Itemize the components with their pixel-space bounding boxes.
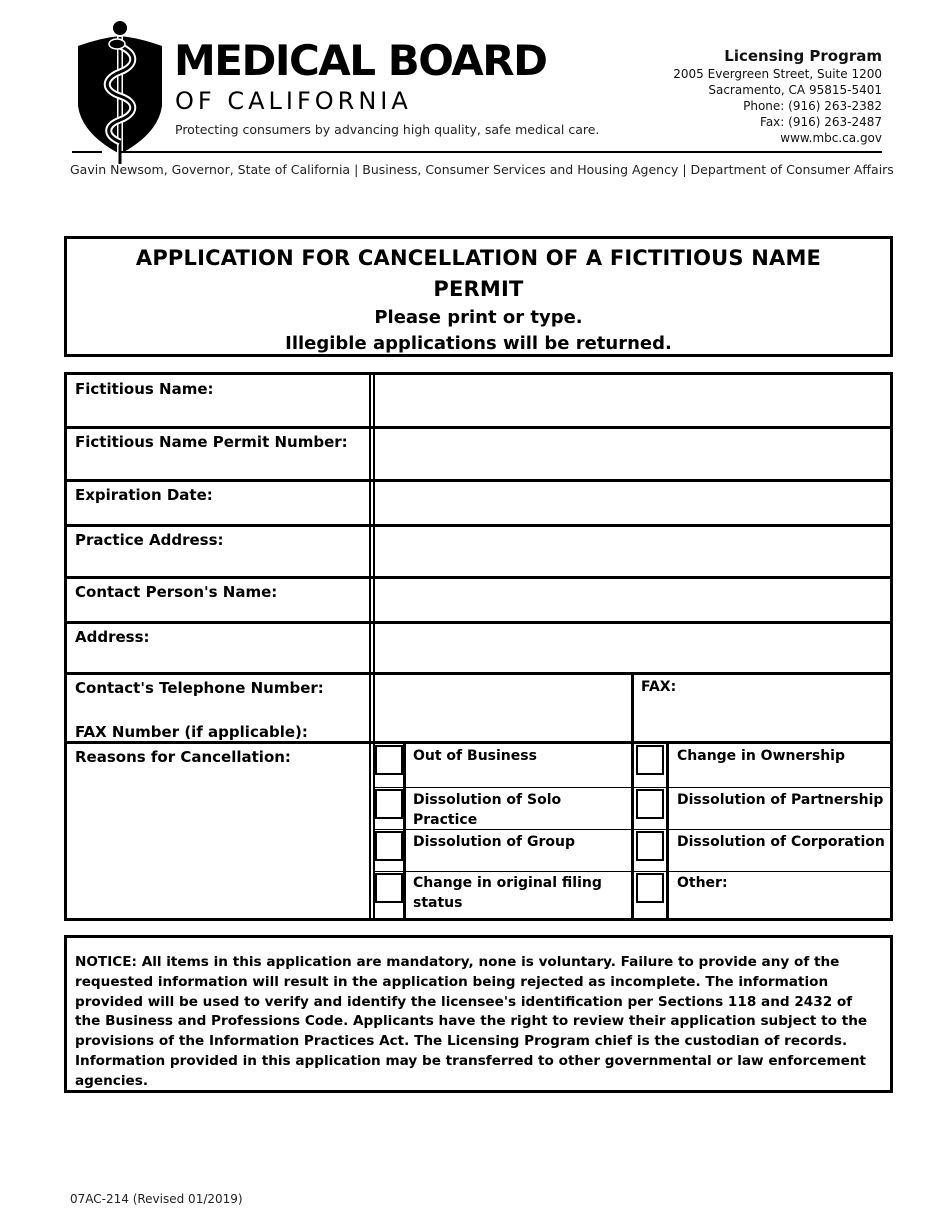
org-name: MEDICAL BOARD — [174, 36, 547, 85]
notice-text: NOTICE: All items in this application are mandatory, none is voluntary. Failure to provide any of the requested information will result in the application being rejected as incomplete. The information provided will be used to verify and identify the licensee's identification per Sections 118 and 2432 of the Business and Professions Code. Applicants have the right to review their application subject to the provisions of the Information Practices Act. The Licensing Program chief is the custodian of records. Information provided in this application may be transferred to other governmental or law enforcement agencies. — [75, 954, 868, 1089]
telephone-field[interactable] — [373, 675, 629, 741]
fictitious-name-field[interactable] — [373, 375, 890, 426]
program-name: Licensing Program — [724, 47, 882, 65]
option-dissolution-group: Dissolution of Group — [413, 834, 576, 850]
option-dissolution-corporation: Dissolution of Corporation — [677, 834, 885, 850]
row-divider — [67, 741, 890, 744]
website-link[interactable]: www.mbc.ca.gov — [780, 131, 882, 145]
checkbox-out-of-business[interactable] — [375, 745, 403, 775]
title-box — [64, 236, 893, 357]
checkbox-dissolution-solo-practice[interactable] — [375, 789, 403, 819]
checkbox-change-ownership[interactable] — [636, 745, 664, 775]
reason-row-divider — [373, 787, 890, 788]
option-change-ownership: Change in Ownership — [677, 748, 846, 764]
reason-row-divider — [373, 871, 890, 872]
option-change-filing-status: Change in original filing status — [413, 875, 602, 911]
fax-column-divider — [631, 675, 634, 918]
city-state-zip: Sacramento, CA 95815-5401 — [708, 83, 882, 97]
fax-number-label: FAX Number (if applicable): — [75, 723, 308, 741]
fictitious-name-label: Fictitious Name: — [75, 380, 214, 398]
fax-number: Fax: (916) 263-2487 — [760, 115, 882, 129]
contact-block — [673, 46, 882, 146]
org-subtitle: OF CALIFORNIA — [175, 87, 412, 115]
column-divider — [369, 375, 371, 918]
tagline: Protecting consumers by advancing high quality, safe medical care. — [175, 122, 600, 137]
telephone-label: Contact's Telephone Number: — [75, 679, 324, 697]
practice-address-field[interactable] — [373, 527, 890, 576]
checkbox-dissolution-corporation[interactable] — [636, 831, 664, 861]
instruction-illegible: Illegible applications will be returned. — [285, 333, 672, 354]
application-form — [64, 372, 893, 921]
permit-number-label: Fictitious Name Permit Number: — [75, 433, 348, 451]
phone-number: Phone: (916) 263-2382 — [743, 99, 882, 113]
form-title: APPLICATION FOR CANCELLATION OF A FICTITIOUS NAME PERMIT — [135, 246, 822, 301]
street-address: 2005 Evergreen Street, Suite 1200 — [673, 67, 882, 81]
reasons-label: Reasons for Cancellation: — [75, 748, 291, 766]
checkbox-change-filing-status[interactable] — [375, 873, 403, 903]
instruction-print: Please print or type. — [374, 307, 583, 328]
checkbox-other[interactable] — [636, 873, 664, 903]
checkbox-column-divider — [666, 744, 669, 918]
checkbox-column-divider — [403, 744, 406, 918]
option-other: Other: — [677, 875, 728, 891]
address-field[interactable] — [373, 624, 890, 672]
contact-name-label: Contact Person's Name: — [75, 583, 278, 601]
option-out-of-business: Out of Business — [413, 748, 537, 764]
address-label: Address: — [75, 628, 150, 646]
expiration-date-field[interactable] — [373, 482, 890, 524]
permit-number-field[interactable] — [373, 429, 890, 479]
practice-address-label: Practice Address: — [75, 531, 224, 549]
form-code: 07AC-214 (Revised 01/2019) — [70, 1192, 243, 1206]
header-divider — [120, 151, 882, 153]
checkbox-dissolution-group[interactable] — [375, 831, 403, 861]
agency-line: Gavin Newsom, Governor, State of California | Business, Consumer Services and Housing Agency | Department of Consumer Affairs — [70, 162, 894, 177]
option-dissolution-partnership: Dissolution of Partnership — [677, 792, 884, 808]
notice-box — [64, 935, 893, 1093]
header-divider-tick — [72, 151, 102, 153]
medical-board-seal-logo — [70, 16, 170, 164]
contact-name-field[interactable] — [373, 579, 890, 621]
checkbox-dissolution-partnership[interactable] — [636, 789, 664, 819]
option-dissolution-solo-practice: Dissolution of Solo Practice — [413, 792, 562, 828]
fax-label: FAX: — [641, 679, 677, 695]
expiration-date-label: Expiration Date: — [75, 486, 213, 504]
